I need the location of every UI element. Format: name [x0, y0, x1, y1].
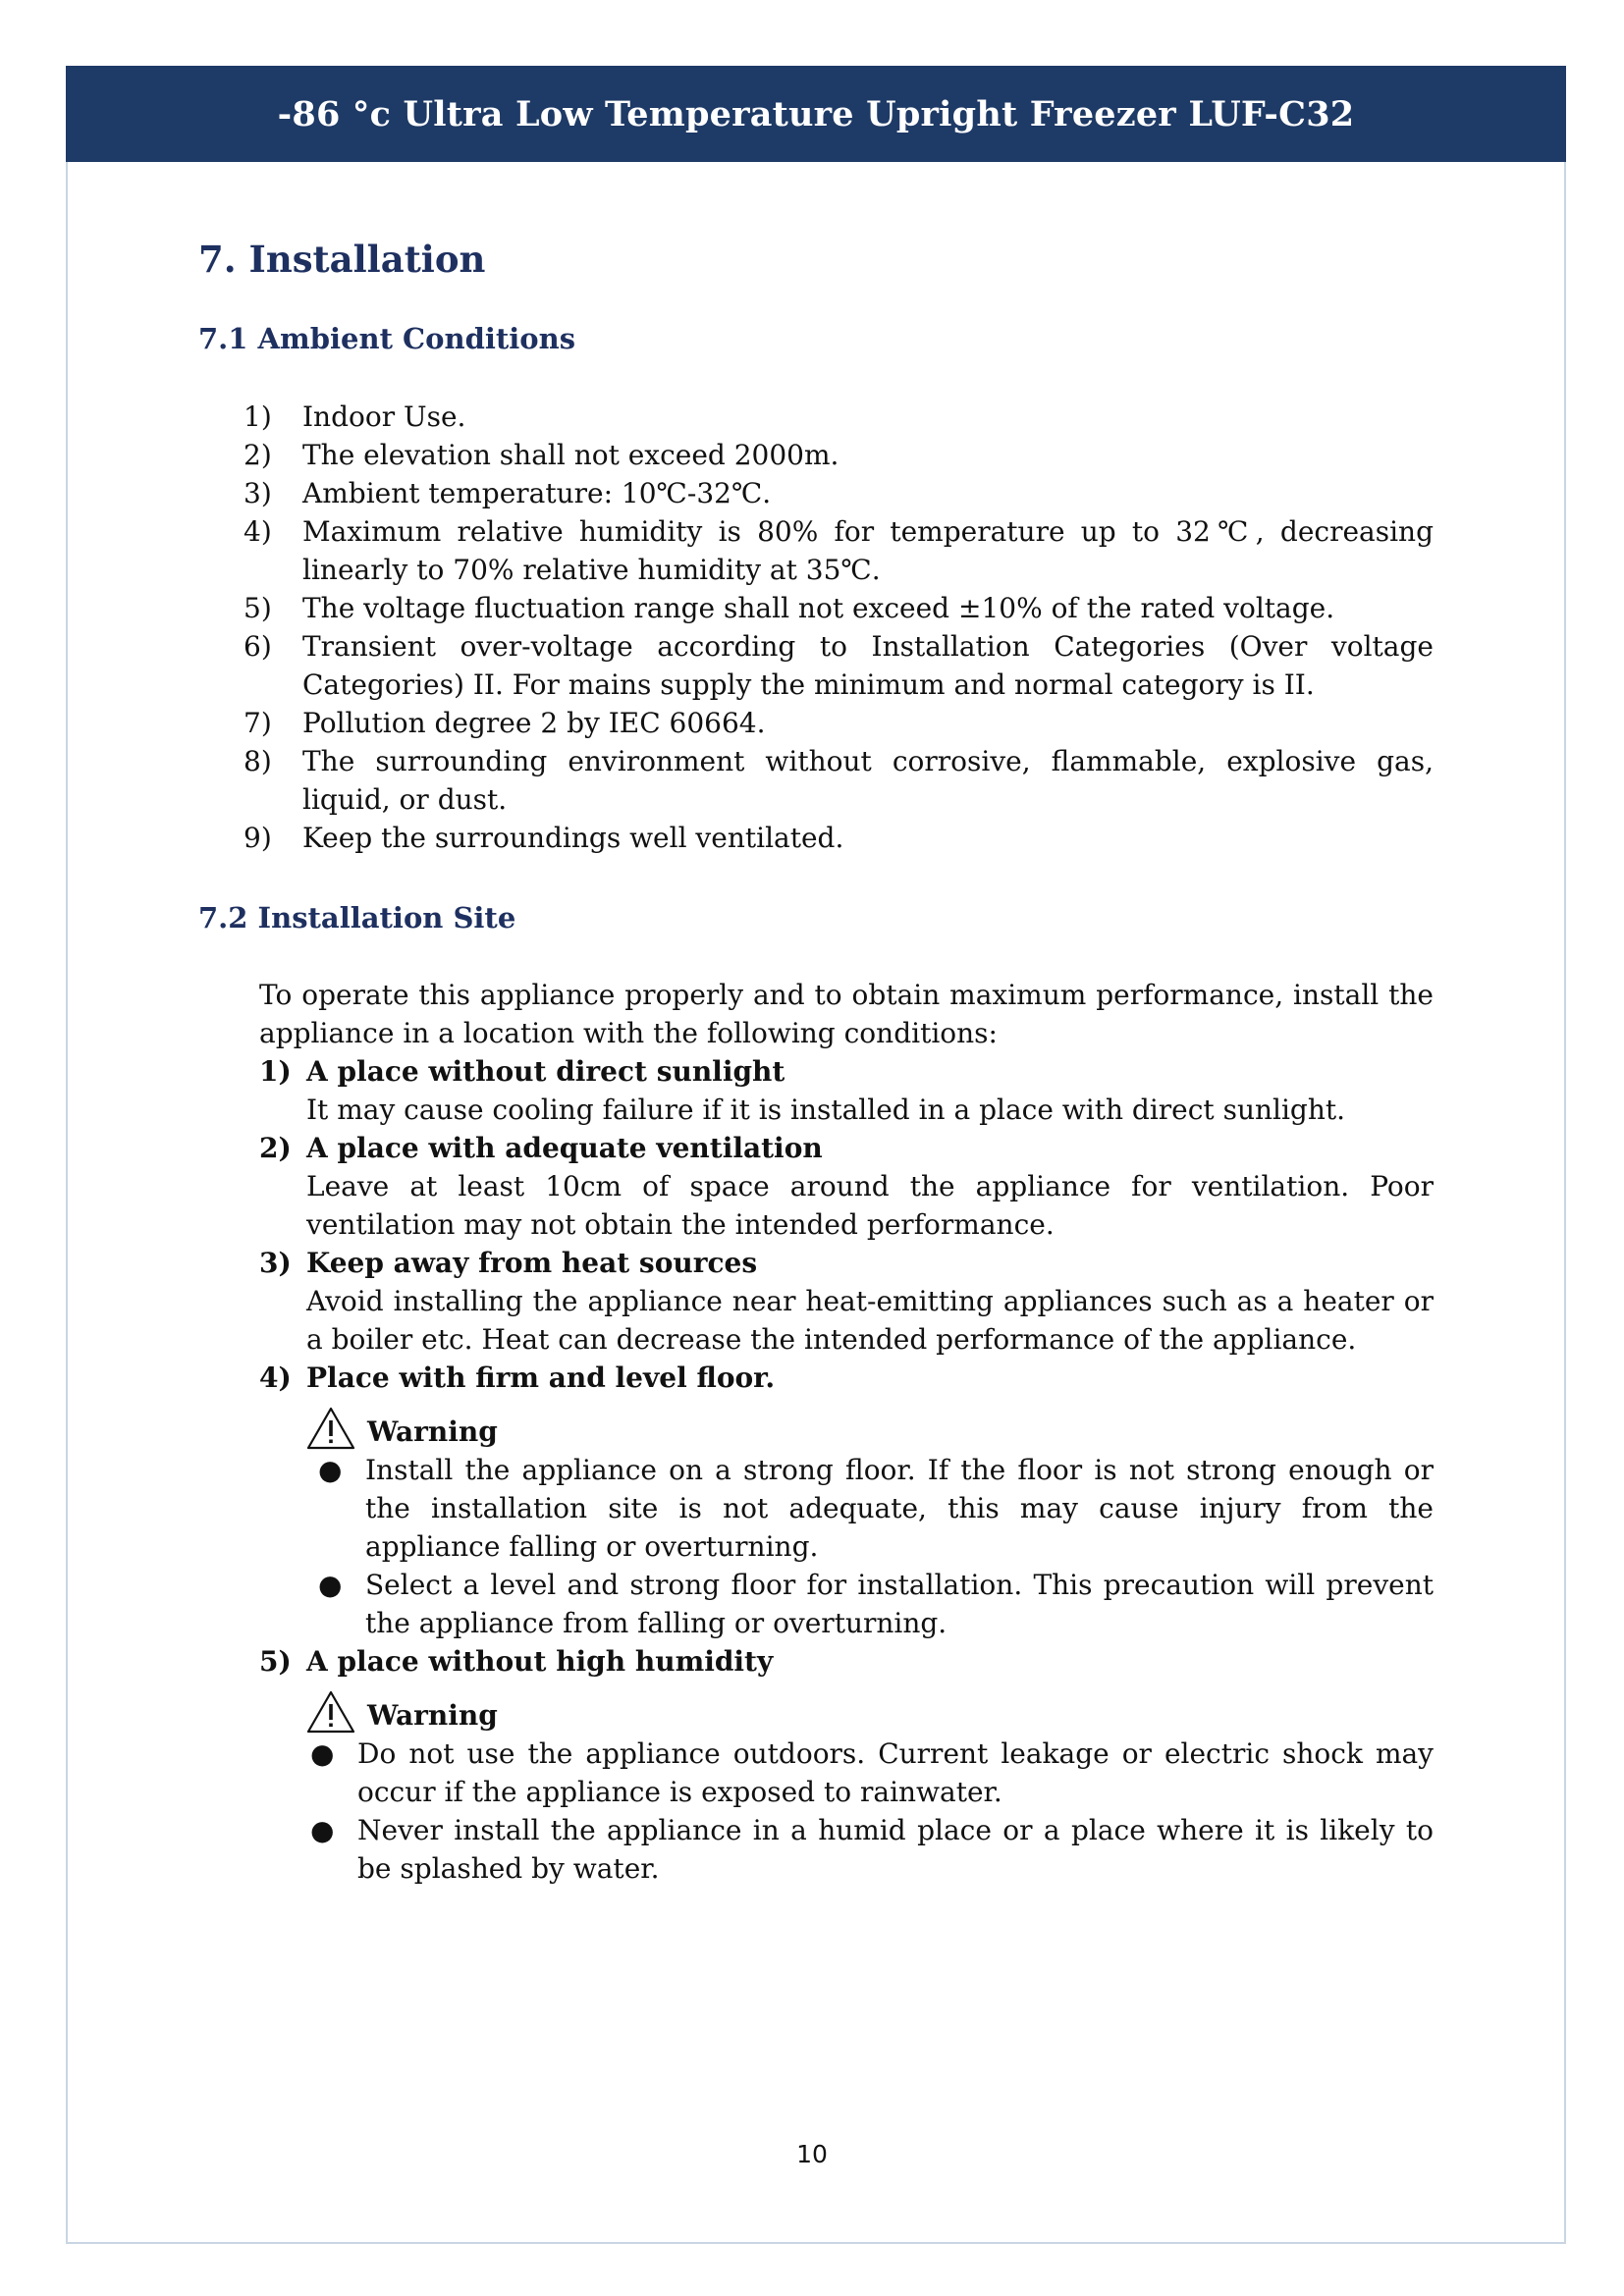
bullet-text: Do not use the appliance outdoors. Current leakage or electric shock may occur if the appliance is exposed to rainwater.: [357, 1737, 1434, 1808]
site-condition: [259, 1359, 1434, 1397]
item-number: 5): [244, 592, 272, 624]
document-title: -86 °c Ultra Low Temperature Upright Freezer LUF-C32: [277, 93, 1355, 134]
site-condition: [259, 1129, 1434, 1167]
list-item: [244, 704, 1434, 742]
warning-triangle-icon: [306, 1406, 355, 1451]
section-title: 7. Installation: [198, 238, 486, 281]
condition-heading: Keep away from heat sources: [306, 1247, 758, 1279]
header-band: [66, 66, 1566, 162]
item-text: Ambient temperature: 10℃-32℃.: [302, 477, 772, 509]
item-text: Maximum relative humidity is 80% for temperature up to 32℃, decreasing linearly to 70% relative humidity at 35℃.: [302, 515, 1434, 586]
item-number: 8): [244, 745, 272, 777]
item-number: 4): [244, 515, 272, 548]
item-number: 1): [244, 400, 272, 433]
site-condition: [259, 1052, 1434, 1091]
condition-heading: Place with firm and level floor.: [306, 1362, 776, 1394]
item-text: Pollution degree 2 by IEC 60664.: [302, 707, 766, 739]
item-number: 9): [244, 822, 272, 854]
warning-label: Warning: [367, 1415, 498, 1448]
bullet-text: Never install the appliance in a humid place or a place where it is likely to be splashed by water.: [357, 1814, 1434, 1885]
item-text: The surrounding environment without corrosive, flammable, explosive gas, liquid, or dust.: [302, 745, 1434, 816]
condition-number: 2): [259, 1132, 292, 1164]
site-condition: [259, 1244, 1434, 1282]
bullet-text: Install the appliance on a strong floor. If the floor is not strong enough or the installation site is not adequate, this may cause injury from the appliance falling or overturning.: [365, 1454, 1434, 1563]
condition-description: It may cause cooling failure if it is installed in a place with direct sunlight.: [306, 1094, 1346, 1126]
item-number: 6): [244, 630, 272, 663]
bullet-icon: ●: [310, 1814, 335, 1846]
ambient-conditions-title: 7.1 Ambient Conditions: [198, 322, 576, 355]
list-item: [244, 819, 1434, 857]
condition-heading: A place without high humidity: [306, 1645, 774, 1678]
item-text: Transient over-voltage according to Installation Categories (Over voltage Categories) II. For mains supply the minimum and normal category is II.: [302, 630, 1434, 701]
bullet-icon: ●: [310, 1737, 335, 1770]
bullet-item: [259, 1566, 1434, 1642]
bullet-icon: ●: [318, 1569, 343, 1601]
item-number: 7): [244, 707, 272, 739]
condition-number: 1): [259, 1055, 292, 1088]
warning-triangle-icon: [306, 1689, 355, 1735]
item-text: Keep the surroundings well ventilated.: [302, 822, 844, 854]
item-text: The elevation shall not exceed 2000m.: [302, 439, 839, 471]
bullet-icon: ●: [318, 1454, 343, 1486]
list-item: [244, 398, 1434, 436]
warning-callout: [259, 1681, 1434, 1735]
page-number: 10: [796, 2140, 828, 2168]
condition-number: 4): [259, 1362, 292, 1394]
condition-description: Avoid installing the appliance near heat-emitting appliances such as a heater or a boiler etc. Heat can decrease the intended performance of the appliance.: [306, 1285, 1434, 1356]
list-item: [244, 474, 1434, 512]
bullet-text: Select a level and strong floor for installation. This precaution will prevent the appliance from falling or overturning.: [365, 1569, 1434, 1639]
item-text: The voltage fluctuation range shall not exceed ±10% of the rated voltage.: [302, 592, 1335, 624]
item-number: 2): [244, 439, 272, 471]
condition-number: 5): [259, 1645, 292, 1678]
installation-site-content: [259, 976, 1434, 1888]
list-item: [244, 627, 1434, 704]
condition-heading: A place without direct sunlight: [306, 1055, 785, 1088]
condition-number: 3): [259, 1247, 292, 1279]
condition-description: Leave at least 10cm of space around the appliance for ventilation. Poor ventilation may not obtain the intended performance.: [306, 1170, 1434, 1241]
list-item: [244, 589, 1434, 627]
bullet-item: [259, 1811, 1434, 1888]
bullet-item: [259, 1451, 1434, 1566]
installation-site-title: 7.2 Installation Site: [198, 901, 516, 934]
item-text: Indoor Use.: [302, 400, 466, 433]
bullet-item: [259, 1735, 1434, 1811]
list-item: [244, 742, 1434, 819]
site-intro: To operate this appliance properly and to obtain maximum performance, install the appliance in a location with the following conditions:: [259, 979, 1434, 1049]
site-condition: [259, 1642, 1434, 1681]
item-number: 3): [244, 477, 272, 509]
list-item: [244, 436, 1434, 474]
ambient-conditions-list: [244, 398, 1434, 857]
list-item: [244, 512, 1434, 589]
warning-callout: [259, 1397, 1434, 1451]
warning-label: Warning: [367, 1699, 498, 1732]
condition-heading: A place with adequate ventilation: [306, 1132, 823, 1164]
